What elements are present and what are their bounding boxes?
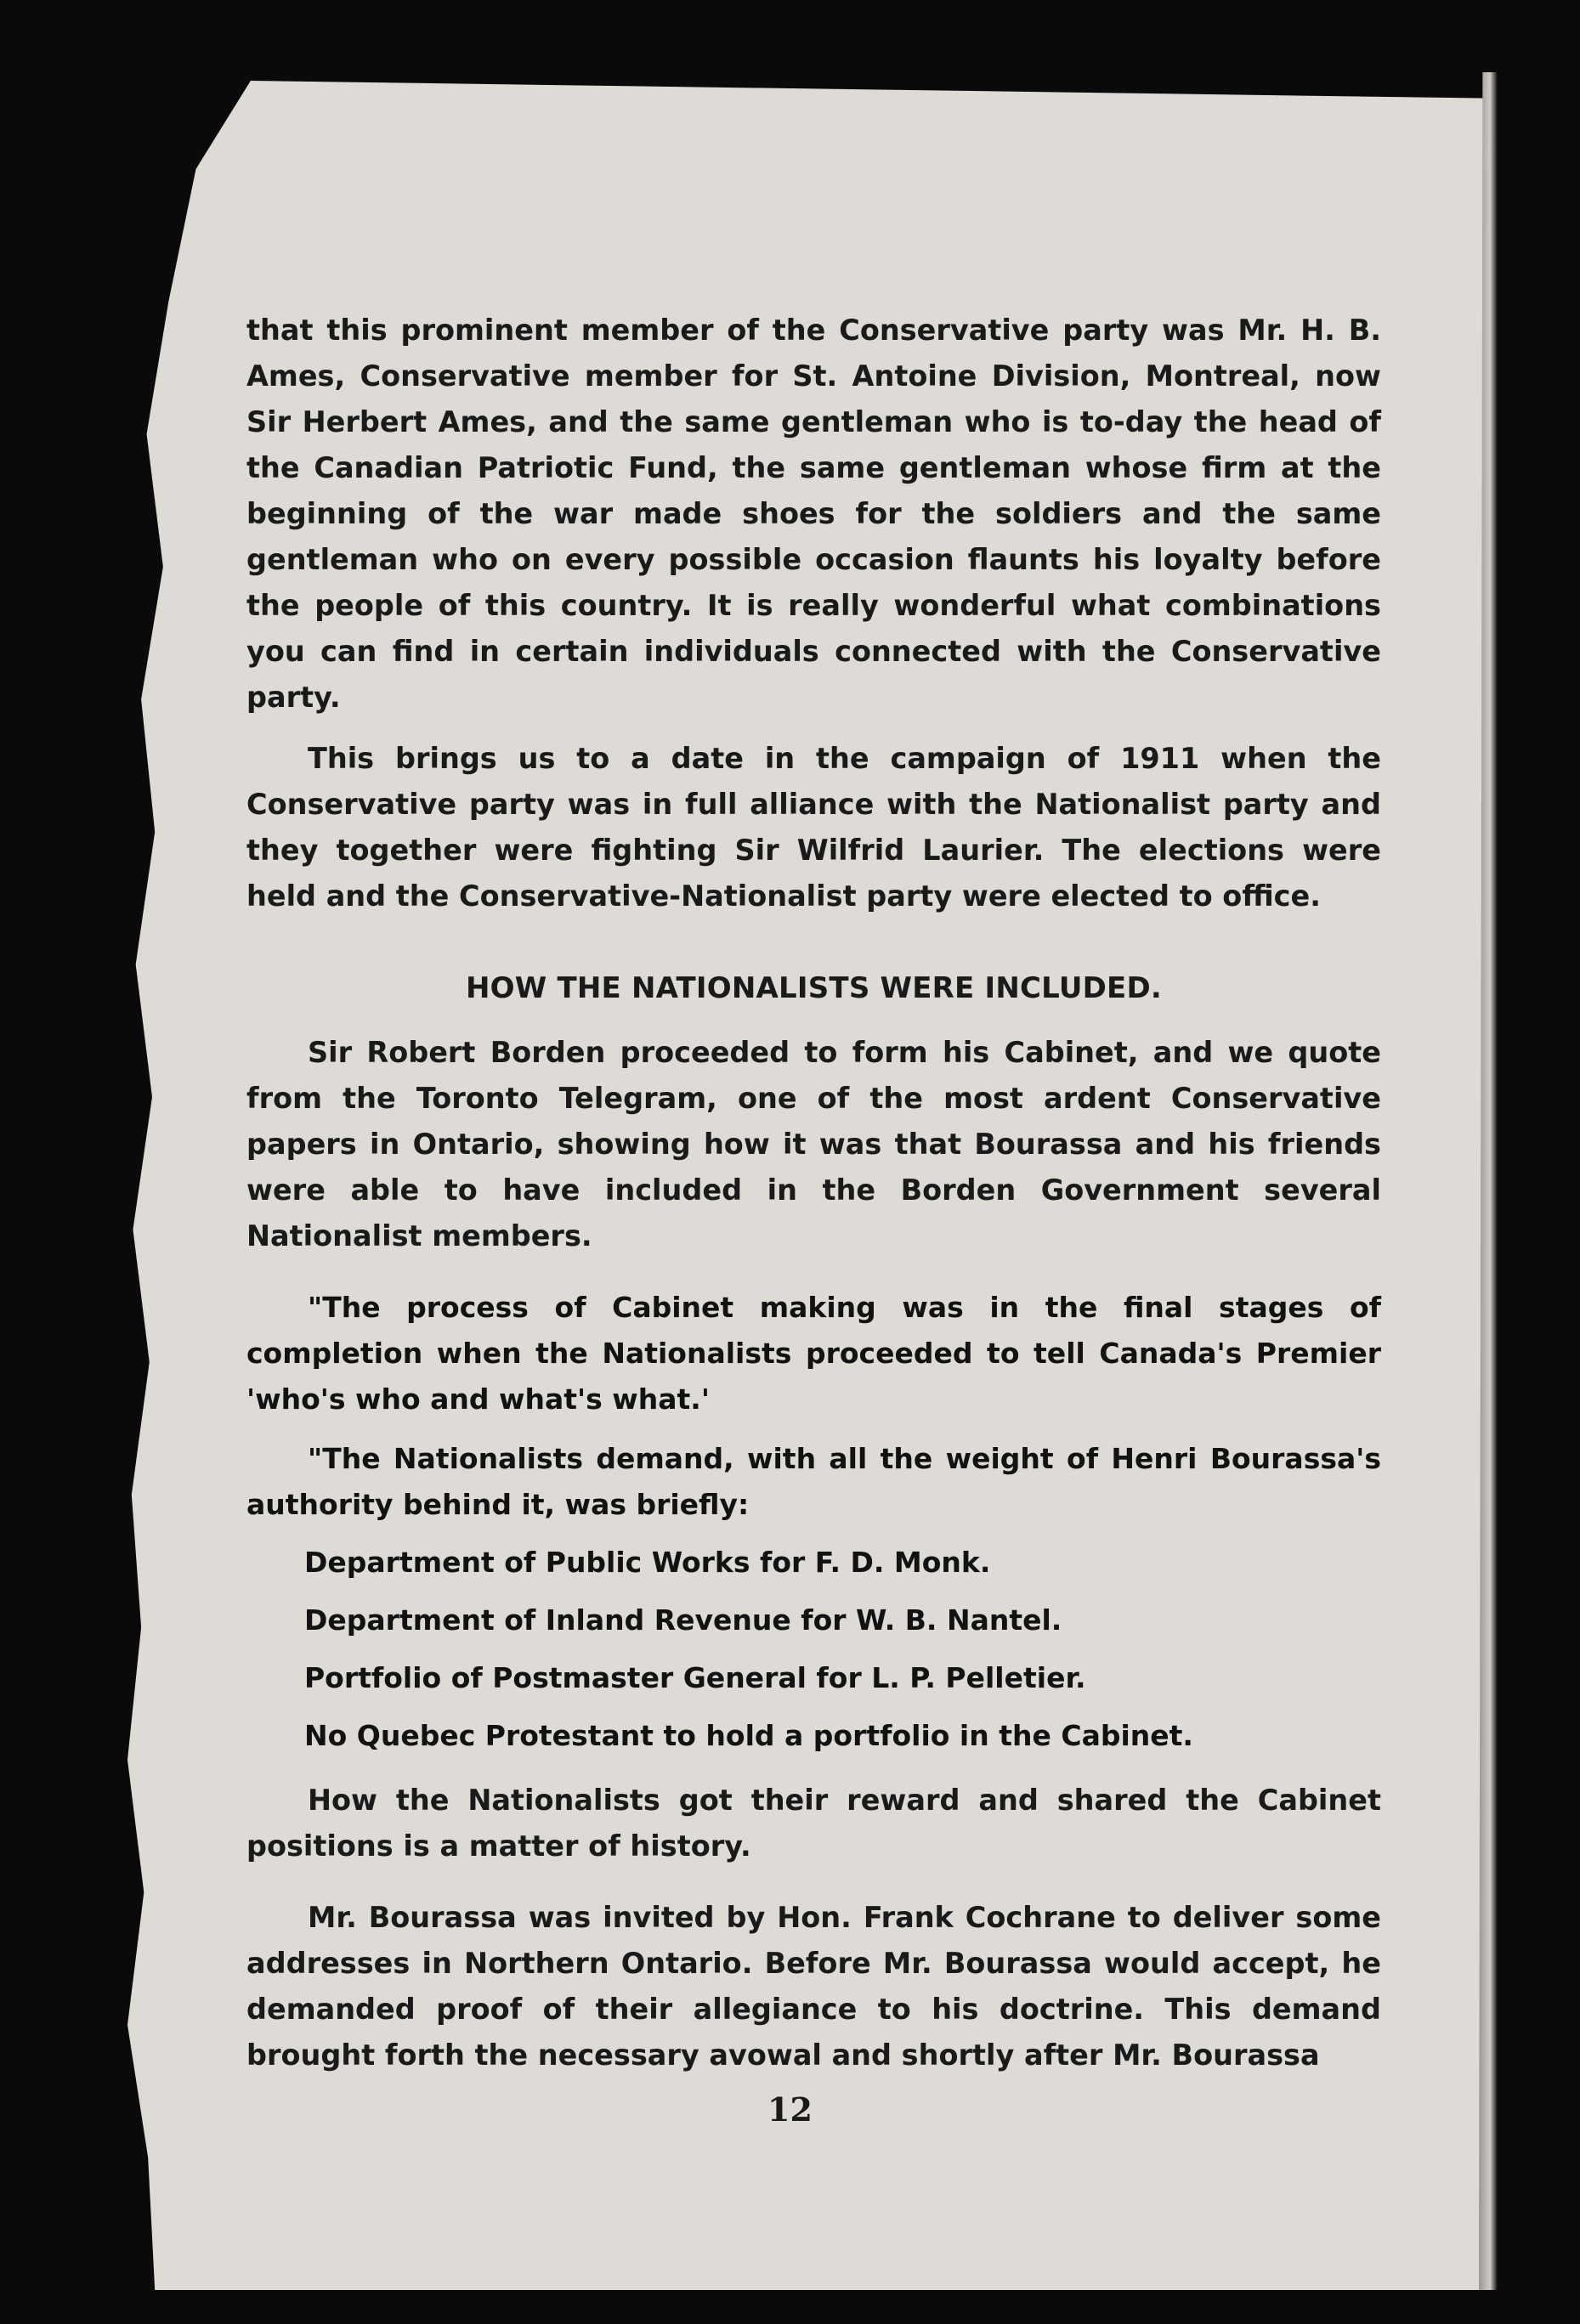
- quote-nationalist-demand: "The Nationalists demand, with all the weight of Henri Bourassa's authority behind it, was briefly:: [246, 1442, 1381, 1521]
- demand-item: No Quebec Protestant to hold a portfolio in the Cabinet.: [304, 1719, 1193, 1752]
- demand-item: Department of Public Works for F. D. Monk.: [304, 1546, 991, 1579]
- paragraph-borden-cabinet: Sir Robert Borden proceeded to form his Cabinet, and we quote from the Toronto Telegram, one of the most ardent Conservative papers in Ontario, showing how it was that Bourassa and his friends were able to have included in the Borden Government several Nationalist members.: [246, 1036, 1381, 1252]
- demand-item: Department of Inland Revenue for W. B. Nantel.: [304, 1603, 1062, 1637]
- paragraph-campaign-1911: This brings us to a date in the campaign of 1911 when the Conservative party was in full alliance with the Nationalist party and they together were fighting Sir Wilfrid Laurier. The elections were held and the Conservative-Nationalist party were elected to office.: [246, 742, 1381, 913]
- paragraph-ames: that this prominent member of the Conservative party was Mr. H. B. Ames, Conservative member for St. Antoine Division, Montreal, now Sir Herbert Ames, and the same gentleman who is to-day the head of the Canadian Patriotic Fund, the same gentleman whose firm at the beginning of the war made shoes for the soldiers and the same gentleman who on every possible occasion flaunts his loyalty before the people of this country. It is really wonderful what combinations you can find in certain individuals connected with the Conservative party.: [246, 314, 1381, 714]
- page-number: 12: [767, 2090, 813, 2129]
- demand-item: Portfolio of Postmaster General for L. P. Pelletier.: [304, 1661, 1086, 1694]
- paragraph-reward: How the Nationalists got their reward and shared the Cabinet positions is a matter of history.: [246, 1784, 1381, 1863]
- paragraph-bourassa-invited: Mr. Bourassa was invited by Hon. Frank Cochrane to deliver some addresses in Northern Ontario. Before Mr. Bourassa would accept, he demanded proof of their allegiance to his doctrine. This demand brought forth the necessary avowal and shortly after Mr. Bourassa: [246, 1901, 1381, 2072]
- page-body: [246, 308, 1381, 2078]
- section-heading: HOW THE NATIONALISTS WERE INCLUDED.: [465, 971, 1163, 1005]
- quote-cabinet-making: "The process of Cabinet making was in the final stages of completion when the Nationalists proceeded to tell Canada's Premier 'who's who and what's what.': [246, 1291, 1381, 1416]
